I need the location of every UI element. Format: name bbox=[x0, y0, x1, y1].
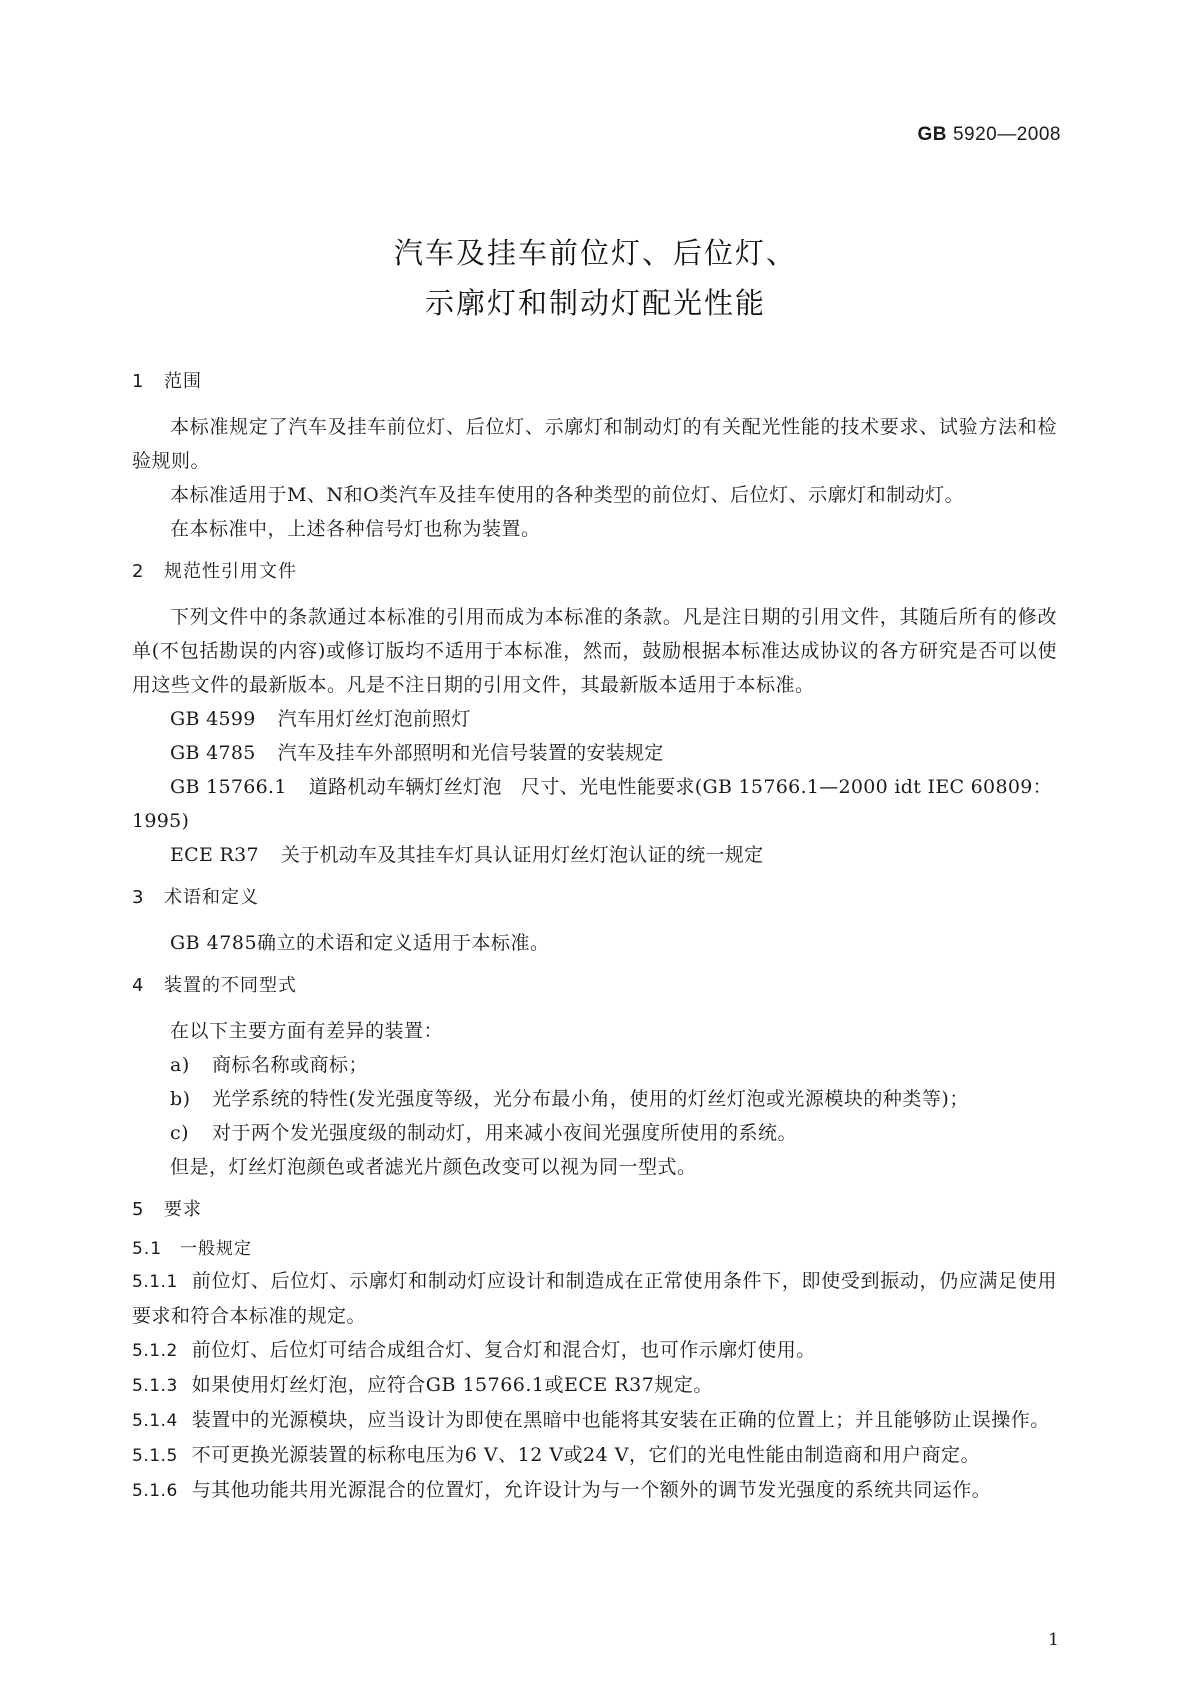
paragraph: 在本标准中，上述各种信号灯也称为装置。 bbox=[170, 518, 541, 540]
list-item bbox=[132, 1048, 1057, 1082]
clause-text: 如果使用灯丝灯泡，应符合GB 15766.1或ECE R37规定。 bbox=[191, 1374, 713, 1396]
clause-number: 5.1.1 bbox=[132, 1272, 178, 1292]
clause bbox=[132, 1438, 1057, 1473]
reference-code: GB 4785 bbox=[170, 742, 256, 764]
subsection-number: 5.1 bbox=[132, 1239, 163, 1259]
clause-number: 5.1.5 bbox=[132, 1446, 178, 1466]
document-body bbox=[132, 368, 1057, 1508]
clause-number: 5.1.2 bbox=[132, 1341, 178, 1361]
reference-code: GB 4599 bbox=[170, 708, 256, 730]
section-title: 要求 bbox=[164, 1199, 202, 1220]
section-1-heading bbox=[132, 368, 1057, 396]
title-line-1: 汽车及挂车前位灯、后位灯、 bbox=[393, 236, 797, 270]
reference-title: 汽车及挂车外部照明和光信号装置的安装规定 bbox=[277, 742, 664, 764]
list-marker: a) bbox=[170, 1054, 190, 1076]
reference-item bbox=[132, 736, 1057, 770]
document-title bbox=[0, 228, 1191, 328]
list-item bbox=[132, 1116, 1057, 1150]
list-marker: b) bbox=[170, 1088, 191, 1110]
clause-number: 5.1.4 bbox=[132, 1411, 178, 1431]
section-3-heading bbox=[132, 884, 1057, 912]
reference-title: 道路机动车辆灯丝灯泡 尺寸、光电性能要求(GB 15766.1—2000 idt IEC 60809：1995) bbox=[132, 776, 1052, 832]
reference-item bbox=[132, 838, 1057, 872]
section-number: 2 bbox=[132, 561, 145, 582]
section-number: 3 bbox=[132, 887, 145, 908]
section-number: 1 bbox=[132, 371, 145, 392]
clause bbox=[132, 1333, 1057, 1368]
section-title: 规范性引用文件 bbox=[164, 561, 297, 582]
paragraph: 本标准规定了汽车及挂车前位灯、后位灯、示廓灯和制动灯的有关配光性能的技术要求、试验方法和检验规则。 bbox=[132, 416, 1057, 472]
reference-title: 汽车用灯丝灯泡前照灯 bbox=[277, 708, 471, 730]
section-number: 5 bbox=[132, 1199, 145, 1220]
clause bbox=[132, 1473, 1057, 1508]
clause bbox=[132, 1368, 1057, 1403]
page-number: 1 bbox=[1048, 1630, 1059, 1650]
clause-text: 不可更换光源装置的标称电压为6 V、12 V或24 V，它们的光电性能由制造商和用户商定。 bbox=[191, 1444, 980, 1466]
standard-code: 5920—2008 bbox=[952, 124, 1061, 145]
section-number: 4 bbox=[132, 975, 145, 996]
reference-item bbox=[132, 702, 1057, 736]
paragraph: 本标准适用于M、N和O类汽车及挂车使用的各种类型的前位灯、后位灯、示廓灯和制动灯。 bbox=[170, 484, 965, 506]
paragraph: GB 4785确立的术语和定义适用于本标准。 bbox=[170, 932, 550, 954]
list-text: 商标名称或商标； bbox=[212, 1054, 369, 1076]
reference-code: ECE R37 bbox=[170, 844, 259, 866]
list-text: 对于两个发光强度级的制动灯，用来减小夜间光强度所使用的系统。 bbox=[212, 1122, 798, 1144]
paragraph: 在以下主要方面有差异的装置： bbox=[170, 1020, 444, 1042]
clause-text: 前位灯、后位灯、示廓灯和制动灯应设计和制造成在正常使用条件下，即使受到振动，仍应满足使用要求和符合本标准的规定。 bbox=[132, 1270, 1057, 1327]
section-title: 术语和定义 bbox=[164, 887, 259, 908]
reference-item bbox=[132, 770, 1057, 838]
section-2-heading bbox=[132, 558, 1057, 586]
standard-prefix: GB bbox=[917, 124, 947, 145]
clause bbox=[132, 1264, 1057, 1333]
section-4-heading bbox=[132, 972, 1057, 1000]
clause bbox=[132, 1403, 1057, 1438]
standard-number bbox=[917, 124, 1061, 146]
title-line-2: 示廓灯和制动灯配光性能 bbox=[424, 286, 766, 320]
subsection-heading bbox=[132, 1234, 1057, 1264]
list-item bbox=[132, 1082, 1057, 1116]
list-marker: c) bbox=[170, 1122, 190, 1144]
subsection-title: 一般规定 bbox=[180, 1239, 253, 1259]
reference-code: GB 15766.1 bbox=[170, 776, 287, 798]
section-title: 范围 bbox=[164, 371, 202, 392]
section-title: 装置的不同型式 bbox=[164, 975, 297, 996]
paragraph: 下列文件中的条款通过本标准的引用而成为本标准的条款。凡是注日期的引用文件，其随后所有的修改单(不包括勘误的内容)或修订版均不适用于本标准，然而，鼓励根据本标准达成协议的各方研究是否可以使用这些文件的最新版本。凡是不注日期的引用文件，其最新版本适用于本标准。 bbox=[132, 606, 1057, 696]
paragraph: 但是，灯丝灯泡颜色或者滤光片颜色改变可以视为同一型式。 bbox=[170, 1156, 697, 1178]
list-text: 光学系统的特性(发光强度等级，光分布最小角，使用的灯丝灯泡或光源模块的种类等)； bbox=[212, 1088, 969, 1110]
clause-number: 5.1.3 bbox=[132, 1376, 178, 1396]
clause-text: 装置中的光源模块，应当设计为即使在黑暗中也能将其安装在正确的位置上；并且能够防止误操作。 bbox=[191, 1409, 1050, 1431]
clause-text: 前位灯、后位灯可结合成组合灯、复合灯和混合灯，也可作示廓灯使用。 bbox=[191, 1339, 816, 1361]
clause-number: 5.1.6 bbox=[132, 1481, 178, 1501]
section-5-heading bbox=[132, 1196, 1057, 1224]
reference-title: 关于机动车及其挂车灯具认证用灯丝灯泡认证的统一规定 bbox=[280, 844, 764, 866]
clause-text: 与其他功能共用光源混合的位置灯，允许设计为与一个额外的调节发光强度的系统共同运作。 bbox=[191, 1479, 992, 1501]
